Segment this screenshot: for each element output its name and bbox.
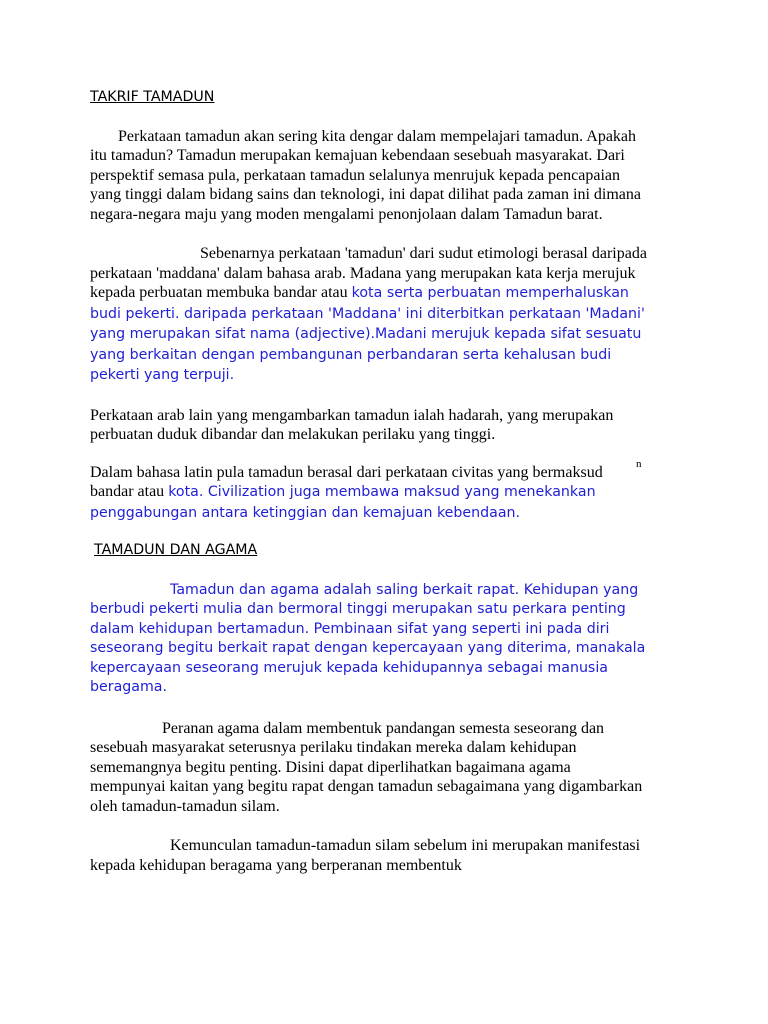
paragraph-3: Perkataan arab lain yang mengambarkan tamadun ialah hadarah, yang merupakan perbuatan duduk dibandar dan melakukan perilaku yang tinggi.: [90, 406, 614, 443]
heading-tamadun-dan-agama: TAMADUN DAN AGAMA: [94, 542, 258, 558]
paragraph-5: Tamadun dan agama adalah saling berkait rapat. Kehidupan yang berbudi pekerti mulia dan bermoral tinggi merupakan satu perkara penting dalam kehidupan bertamadun. Pembinaan sifat yang seperti ini pada diri seseorang begitu berkait rapat dengan kepercayaan yang diterima, manakala kepercayaan seseorang merujuk kepada kehidupannya sebagai manusia beragama.: [90, 581, 646, 695]
heading-takrif-tamadun: TAKRIF TAMADUN: [90, 89, 215, 105]
paragraph-7: Kemunculan tamadun-tamadun silam sebelum ini merupakan manifestasi kepada kehidupan beragama yang berperanan membentuk: [90, 837, 641, 874]
paragraph-1: Perkataan tamadun akan sering kita dengar dalam mempelajari tamadun. Apakah itu tamadun? Tamadun merupakan kemajuan kebendaan sesebuah masyarakat. Dari perspektif semasa pula, perkataan tamadun selalunya menrujuk kepada pencapaian yang tinggi dalam bidang sains dan teknologi, ini dapat dilihat pada zaman ini dimana negara-negara maju yang moden mengalami penonjolaan dalam Tamadun barat.: [90, 127, 641, 223]
paragraph-4: [90, 457, 650, 524]
paragraph-2-serif-text: Sebenarnya perkataan 'tamadun' dari sudut etimologi berasal daripada perkataan 'maddana' dalam bahasa arab. Madana yang merupakan kata kerja merujuk kepada perbuatan membuka bandar atau: [90, 245, 647, 301]
paragraph-2-highlight-text: kota serta perbuatan memperhaluskan budi pekerti. daripada perkataan 'Maddana' ini diterbitkan perkataan 'Madani' yang merupakan sifat nama (adjective).Madani merujuk kepada sifat sesuatu yang berkaitan dengan pembangunan perbandaran serta kehalusan budi pekerti yang terpuji.: [90, 285, 645, 383]
paragraph-4-highlight-text: kota. Civilization juga membawa maksud yang menekankan penggabungan antara ketinggian dan kemajuan kebendaan.: [90, 484, 596, 521]
document-page: [90, 88, 650, 875]
paragraph-2: [90, 244, 650, 386]
superscript-mark: n: [636, 457, 642, 470]
paragraph-4-serif-text: Dalam bahasa latin pula tamadun berasal dari perkataan civitas yang bermaksud bandar atau: [90, 463, 603, 500]
paragraph-6: Peranan agama dalam membentuk pandangan semesta seseorang dan sesebuah masyarakat seterusnya perilaku tindakan mereka dalam kehidupan sememangnya begitu penting. Disini dapat diperlihatkan bagaimana agama mempunyai kaitan yang begitu rapat dengan tamadun sebagaimana yang digambarkan oleh tamadun-tamadun silam.: [90, 719, 643, 815]
